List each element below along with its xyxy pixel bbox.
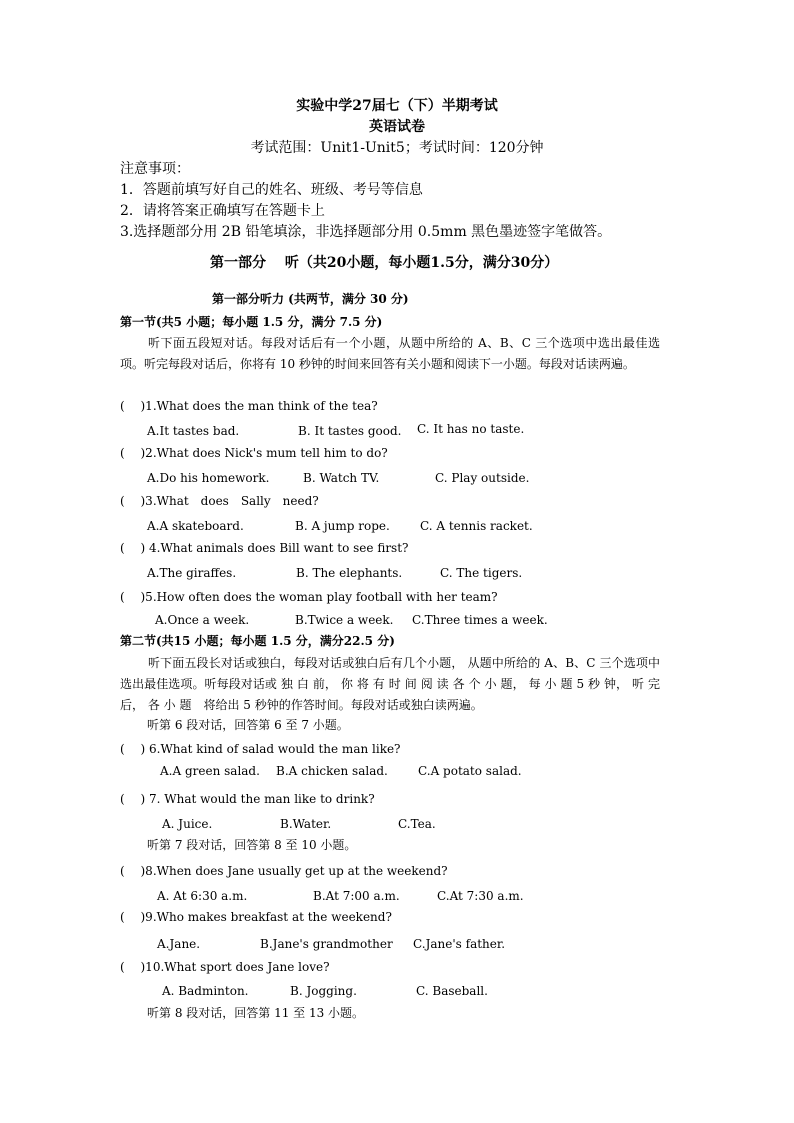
option-2b: B. Watch TV. (303, 471, 380, 485)
option-4b: B. The elephants. (296, 566, 403, 580)
question-8: ( )8.When does Jane usually get up at the weekend? (120, 864, 448, 878)
notice-item-1: 1．答题前填写好自己的姓名、班级、考号等信息 (120, 182, 423, 198)
option-4a: A.The giraffes. (147, 566, 237, 580)
option-6b: B.A chicken salad. (276, 764, 388, 778)
option-6a: A.A green salad. (160, 764, 260, 778)
group-7-intro: 听第 7 段对话，回答第 8 至 10 小题。 (147, 838, 357, 852)
notice-item-3: 3.选择题部分用 2B 铅笔填涂，非选择题部分用 0.5mm 黑色墨迹签字笔做答。 (120, 224, 612, 240)
exam-title: 实验中学27届七（下）半期考试 (296, 98, 498, 114)
question-4: ( ) 4.What animals does Bill want to see first? (120, 541, 409, 555)
group-6-intro: 听第 6 段对话，回答第 6 至 7 小题。 (147, 718, 349, 732)
group-8-intro: 听第 8 段对话，回答第 11 至 13 小题。 (147, 1006, 365, 1020)
question-5: ( )5.How often does the woman play football with her team? (120, 590, 498, 604)
option-3b: B. A jump rope. (295, 519, 390, 533)
option-7c: C.Tea. (398, 817, 436, 831)
exam-scope: 考试范围：Unit1-Unit5；考试时间：120分钟 (250, 140, 544, 156)
option-9b: B.Jane's grandmother (260, 937, 393, 951)
option-5b: B.Twice a week. (295, 613, 394, 627)
option-10b: B. Jogging. (290, 984, 357, 998)
option-9a: A.Jane. (157, 937, 201, 951)
option-10a: A. Badminton. (162, 984, 249, 998)
option-8b: B.At 7:00 a.m. (313, 889, 400, 903)
option-2a: A.Do his homework. (147, 471, 270, 485)
question-10: ( )10.What sport does Jane love? (120, 960, 330, 974)
question-3: ( )3.What does Sally need? (120, 494, 319, 508)
notice-item-2: 2．请将答案正确填写在答题卡上 (120, 203, 325, 219)
question-7: ( ) 7. What would the man like to drink? (120, 792, 375, 806)
option-2c: C. Play outside. (435, 471, 530, 485)
section2-instruction: 听下面五段长对话或独白，每段对话或独白后有几个小题， 从题中所给的 A、B、C 三个选项中选出最佳选项。听每段对话或 独 白 前， 你 将 有 时 间 阅 读 各 个 小 题， 每 小 题 5 秒 钟， 听 完 后， 各 小 题 将给出 5 秒钟的作答时间。每段对话或独白读两遍。 (120, 656, 660, 712)
option-3a: A.A skateboard. (147, 519, 244, 533)
question-2: ( )2.What does Nick's mum tell him to do? (120, 446, 388, 460)
option-8c: C.At 7:30 a.m. (437, 889, 524, 903)
option-5a: A.Once a week. (155, 613, 250, 627)
notice-label: 注意事项： (120, 161, 190, 177)
option-7b: B.Water. (280, 817, 332, 831)
option-4c: C. The tigers. (440, 566, 523, 580)
exam-subtitle: 英语试卷 (369, 119, 425, 135)
option-3c: C. A tennis racket. (420, 519, 533, 533)
section1-instruction: 听下面五段短对话。每段对话后有一个小题，从题中所给的 A、B、C 三个选项中选出最佳选项。听完每段对话后，你将有 10 秒钟的时间来回答有关小题和阅读下一小题。每段对话读两遍。 (120, 336, 660, 371)
question-6: ( ) 6.What kind of salad would the man like? (120, 742, 401, 756)
option-9c: C.Jane's father. (413, 937, 506, 951)
option-5c: C.Three times a week. (412, 613, 548, 627)
option-1c: C. It has no taste. (417, 422, 525, 436)
option-8a: A. At 6:30 a.m. (157, 889, 248, 903)
question-1: ( )1.What does the man think of the tea? (120, 399, 378, 413)
question-9: ( )9.Who makes breakfast at the weekend? (120, 910, 392, 924)
part1-subheading: 第一部分听力 (共两节，满分 30 分) (212, 292, 409, 306)
option-1b: B. It tastes good. (298, 424, 402, 438)
section1-heading: 第一节(共5 小题；每小题 1.5 分，满分 7.5 分) (120, 315, 383, 329)
option-6c: C.A potato salad. (418, 764, 522, 778)
option-1a: A.It tastes bad. (147, 424, 240, 438)
option-7a: A. Juice. (162, 817, 213, 831)
section2-heading: 第二节(共15 小题；每小题 1.5 分，满分22.5 分) (120, 634, 395, 648)
option-10c: C. Baseball. (416, 984, 488, 998)
part1-heading: 第一部分 听（共20小题，每小题1.5分，满分30分） (210, 255, 559, 271)
